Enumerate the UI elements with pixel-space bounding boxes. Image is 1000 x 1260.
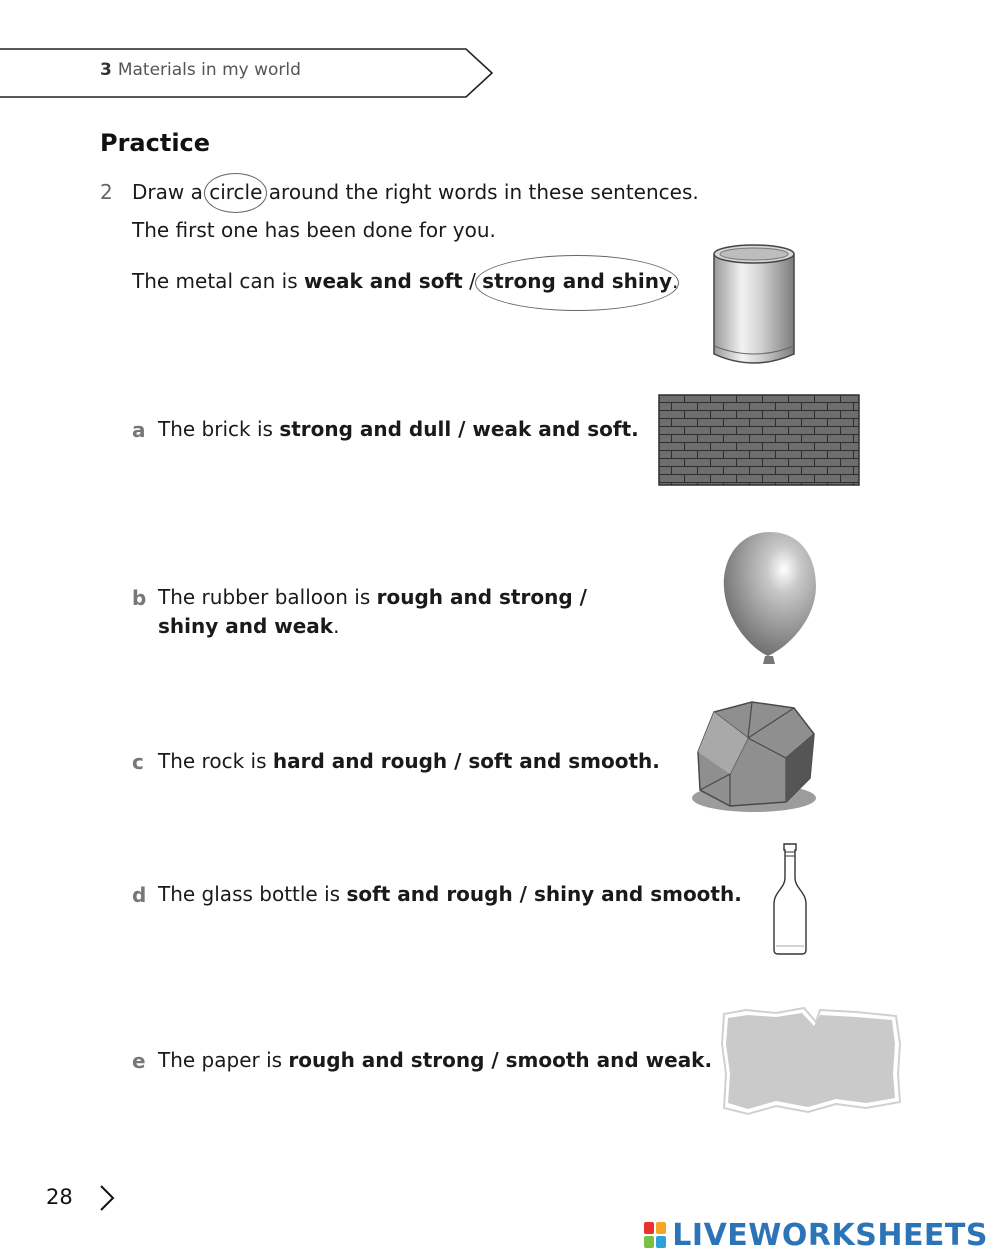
next-page-chevron-icon[interactable] <box>98 1184 116 1212</box>
item-d-sentence: The glass bottle is soft and rough / shiny and smooth. <box>158 882 742 906</box>
chapter-number: 3 <box>100 60 112 80</box>
item-e-sentence: The paper is rough and strong / smooth and weak. <box>158 1048 713 1072</box>
question-number: 2 <box>100 180 113 204</box>
item-letter-e: e <box>132 1049 146 1073</box>
item-letter-b: b <box>132 586 147 610</box>
logo-grid-icon <box>644 1222 666 1248</box>
rock-image <box>690 698 818 816</box>
example-option-2-circled: strong and shiny <box>482 269 673 293</box>
item-d-options[interactable]: soft and rough / shiny and smooth. <box>346 882 742 906</box>
question-instruction: Draw a circle around the right words in these sentences. <box>132 180 699 204</box>
brick-wall-image <box>658 394 860 486</box>
glass-bottle-image <box>770 842 810 958</box>
liveworksheets-logo <box>644 1218 988 1252</box>
section-title: Practice <box>100 129 211 157</box>
chapter-title: Materials in my world <box>117 60 301 80</box>
item-a-options[interactable]: strong and dull / weak and soft. <box>279 417 639 441</box>
example-sentence: The metal can is weak and soft / strong and shiny. <box>132 269 679 293</box>
item-b-options-line1[interactable]: rough and strong / <box>376 585 587 609</box>
circled-word: circle <box>209 180 263 204</box>
item-letter-d: d <box>132 883 147 907</box>
metal-can-image <box>708 242 800 370</box>
question-note: The first one has been done for you. <box>132 218 496 242</box>
example-option-1: weak and soft <box>303 269 463 293</box>
item-letter-a: a <box>132 418 146 442</box>
item-letter-c: c <box>132 750 144 774</box>
item-b-sentence-line2: shiny and weak. <box>158 614 340 638</box>
item-b-options-line2[interactable]: shiny and weak <box>158 614 334 638</box>
item-e-options[interactable]: rough and strong / smooth and weak. <box>288 1048 713 1072</box>
chapter-heading <box>100 60 301 80</box>
balloon-image <box>718 528 822 668</box>
page-number: 28 <box>46 1185 73 1209</box>
item-b-sentence-line1: The rubber balloon is rough and strong / <box>158 585 587 609</box>
brand-name: LIVEWORKSHEETS <box>672 1217 988 1253</box>
item-c-sentence: The rock is hard and rough / soft and smooth. <box>158 749 660 773</box>
item-c-options[interactable]: hard and rough / soft and smooth. <box>272 749 660 773</box>
item-a-sentence: The brick is strong and dull / weak and soft. <box>158 417 639 441</box>
torn-paper-image <box>716 1004 904 1122</box>
